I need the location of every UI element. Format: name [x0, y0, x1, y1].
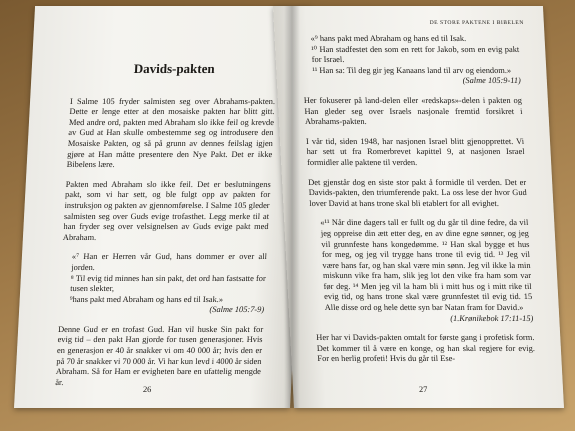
paragraph: Denne Gud er en trofast Gud. Han vil huske Sin pakt for evig tid – den pakt Han gjorde for tusen generasjoner. Hvis en generasjon er 40 år snakker vi om 40 000 år; hvis den er på 70 år snakker vi 70 000 år. Vi har kun levd i 4000 år siden Abraham. Så for Ham er evigheten bare en ufattelig mengde år. [55, 324, 264, 387]
scripture-quote [310, 34, 521, 87]
paragraph: I vår tid, siden 1948, har nasjonen Israel blitt gjenopprettet. Vi har sett ut fra Romerbrevet kapittel 9, at nasjonen Israel formidler alle paktene til verden. [305, 136, 525, 167]
chapter-title: Davids-pakten [133, 61, 216, 76]
paragraph: Pakten med Abraham slo ikke feil. Det er beslutningens pakt, som vi har sett, og ble fulgt opp av pakten for instruksjon og pakten av gjennomførelse. I Salme 105 gleder salmisten seg over Guds evige trofasthet. Legg merke til at han fryder seg over velsignelsen av Guds evige pakt med Abraham. [62, 179, 271, 242]
running-head: DE STORE PAKTENE I BIBELEN [429, 20, 524, 26]
quote-text: «¹¹ Når dine dagers tall er fullt og du går til dine fedre, da vil jeg oppreise din ætt etter deg, en av dine egne sønner, og jeg vil grunnfeste hans kongedømme. ¹² Han skal bygge et hus for meg, og jeg vil trygge hans trone til evig tid. ¹³ Jeg vil være hans far, og han skal være min sønn. Jeg vil ikke la min miskunn vike fra ham, slik jeg lot den vike fra ham som var før deg. ¹⁴ Men jeg vil la ham bli i mitt hus og i mitt rike til evig tid, og hans trone skal være grunnfestet til evig tid. 15 Alle disse ord og hele dette syn bar Natan fram for David.» [320, 218, 533, 313]
left-page [14, 6, 311, 408]
quote-reference: (Salme 105:9-11) [462, 76, 522, 86]
right-page [273, 6, 564, 408]
scripture-quote [69, 252, 267, 316]
page-number: 26 [142, 385, 152, 394]
paragraph: Det gjenstår dog en siste stor pakt å formidle til verden. Det er Davids-pakten, den triumferende pakt. La oss lese der hvor Gud lover David at hans trone skal bli etablert for all evighet. [307, 177, 527, 208]
paragraph: Her fokuserer på land-delen eller «redskaps»-delen i pakten og Han gleder seg over Israels nasjonale fremtid forsikret i Abrahams-pakten. [303, 95, 523, 127]
paragraph: I Salme 105 fryder salmisten seg over Abrahams-pakten. Dette er lenge etter at den mosaiske pakten har blitt gitt. Med andre ord, pakten med Abraham slo ikke feil og krevde av Gud at Han skulle ombestemme seg og introdusere den Mosaiske Pakten, og så på grunn av dennes feilslag igjen gjøre at Han måtte presentere den Nye Pakt. Det er ikke Bibelens lære. [66, 96, 276, 170]
quote-line: ¹¹ Han sa: Til deg gir jeg Kanaans land til arv og eiendom.» [312, 65, 512, 75]
right-page-content [300, 34, 536, 374]
open-book [14, 6, 570, 424]
left-page-content [55, 56, 278, 397]
quote-reference: (1.Krønikebok 17:11-15) [449, 313, 534, 323]
quote-line: ¹⁰ Han stadfestet den som en rett for Jakob, som en evig pakt for Israel. [310, 44, 520, 65]
paragraph: Her har vi Davids-pakten omtalt for første gang i profetisk form. Det kommer til å være en konge, og han skal regjere for evig. For en herlig profeti! Hvis du går til Ese- [316, 333, 536, 364]
quote-line: «⁹ hans pakt med Abraham og hans ed til Isak. [310, 34, 467, 43]
quote-reference: (Salme 105:7-9) [209, 305, 265, 315]
quote-line: ⁹hans pakt med Abraham og hans ed til Isak.» [69, 294, 224, 304]
quote-line: «⁷ Han er Herren vår Gud, hans dommer er over all jorden. [71, 252, 268, 272]
quote-line: ⁸ Til evig tid minnes han sin pakt, det ord han fastsatte for tusen slekter, [70, 273, 267, 294]
book-gutter [284, 6, 300, 408]
scripture-quote [320, 218, 534, 324]
page-number: 27 [418, 385, 428, 394]
